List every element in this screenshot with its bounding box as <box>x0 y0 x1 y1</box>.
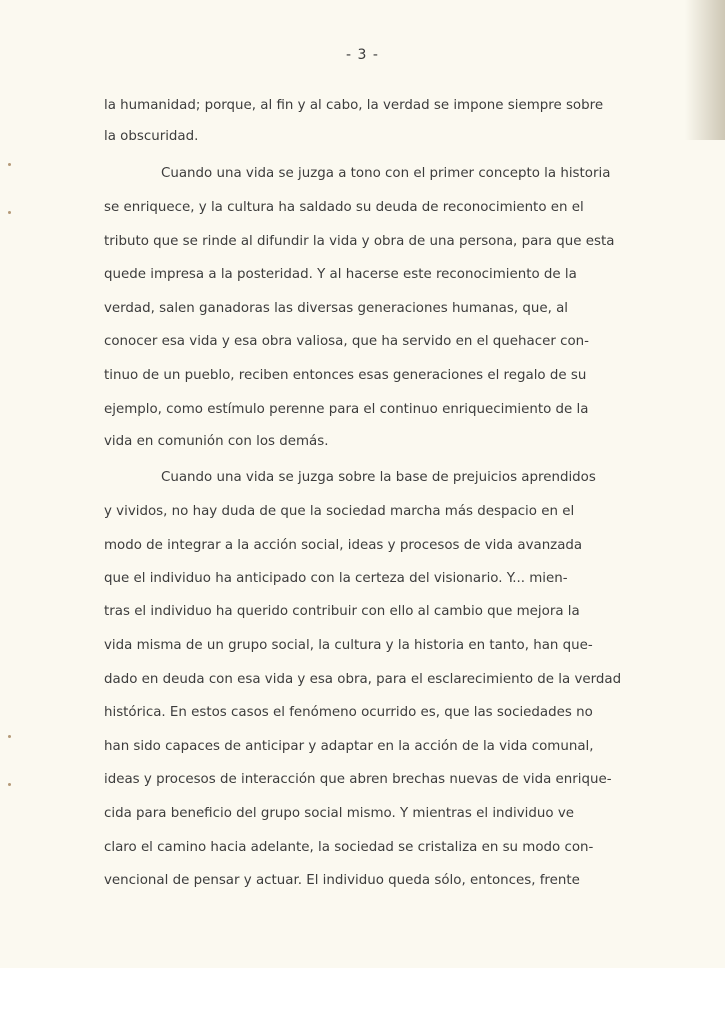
text-line: han sido capaces de anticipar y adaptar en la acción de la vida comunal, <box>104 739 594 754</box>
text-line: claro el camino hacia adelante, la sociedad se cristaliza en su modo con- <box>104 840 594 855</box>
scan-mark <box>8 735 11 738</box>
text-line: tinuo de un pueblo, reciben entonces esas generaciones el regalo de su <box>104 368 587 383</box>
text-line: modo de integrar a la acción social, ideas y procesos de vida avanzada <box>104 538 583 553</box>
text-line: vida en comunión con los demás. <box>104 434 329 449</box>
text-line: que el individuo ha anticipado con la certeza del visionario. Y... mien- <box>104 571 568 586</box>
text-line: la obscuridad. <box>104 129 199 144</box>
text-line: se enriquece, y la cultura ha saldado su deuda de reconocimiento en el <box>104 200 584 215</box>
text-line: conocer esa vida y esa obra valiosa, que ha servido en el quehacer con- <box>104 334 589 349</box>
scan-mark <box>8 783 11 786</box>
text-line: la humanidad; porque, al fin y al cabo, la verdad se impone siempre sobre <box>104 98 604 113</box>
text-line: tras el individuo ha querido contribuir con ello al cambio que mejora la <box>104 604 580 619</box>
text-line: vencional de pensar y actuar. El individuo queda sólo, entonces, frente <box>104 873 580 888</box>
page-number: - 3 - <box>346 47 379 63</box>
text-line: quede impresa a la posteridad. Y al hacerse este reconocimiento de la <box>104 267 577 282</box>
text-line: ejemplo, como estímulo perenne para el continuo enriquecimiento de la <box>104 402 589 417</box>
text-line: histórica. En estos casos el fenómeno ocurrido es, que las sociedades no <box>104 705 593 720</box>
paragraph-first-line: Cuando una vida se juzga sobre la base de prejuicios aprendidos <box>161 470 596 485</box>
scan-margin <box>0 968 725 1023</box>
text-line: verdad, salen ganadoras las diversas generaciones humanas, que, al <box>104 301 569 316</box>
text-line: dado en deuda con esa vida y esa obra, para el esclarecimiento de la verdad <box>104 672 622 687</box>
text-line: y vividos, no hay duda de que la sociedad marcha más despacio en el <box>104 504 575 519</box>
text-line: ideas y procesos de interacción que abren brechas nuevas de vida enrique- <box>104 772 612 787</box>
paragraph-first-line: Cuando una vida se juzga a tono con el primer concepto la historia <box>161 166 611 181</box>
text-line: vida misma de un grupo social, la cultura y la historia en tanto, han que- <box>104 638 593 653</box>
scan-mark <box>8 211 11 214</box>
text-line: cida para beneficio del grupo social mismo. Y mientras el individuo ve <box>104 806 574 821</box>
scan-mark <box>8 163 11 166</box>
text-line: tributo que se rinde al difundir la vida y obra de una persona, para que esta <box>104 234 615 249</box>
